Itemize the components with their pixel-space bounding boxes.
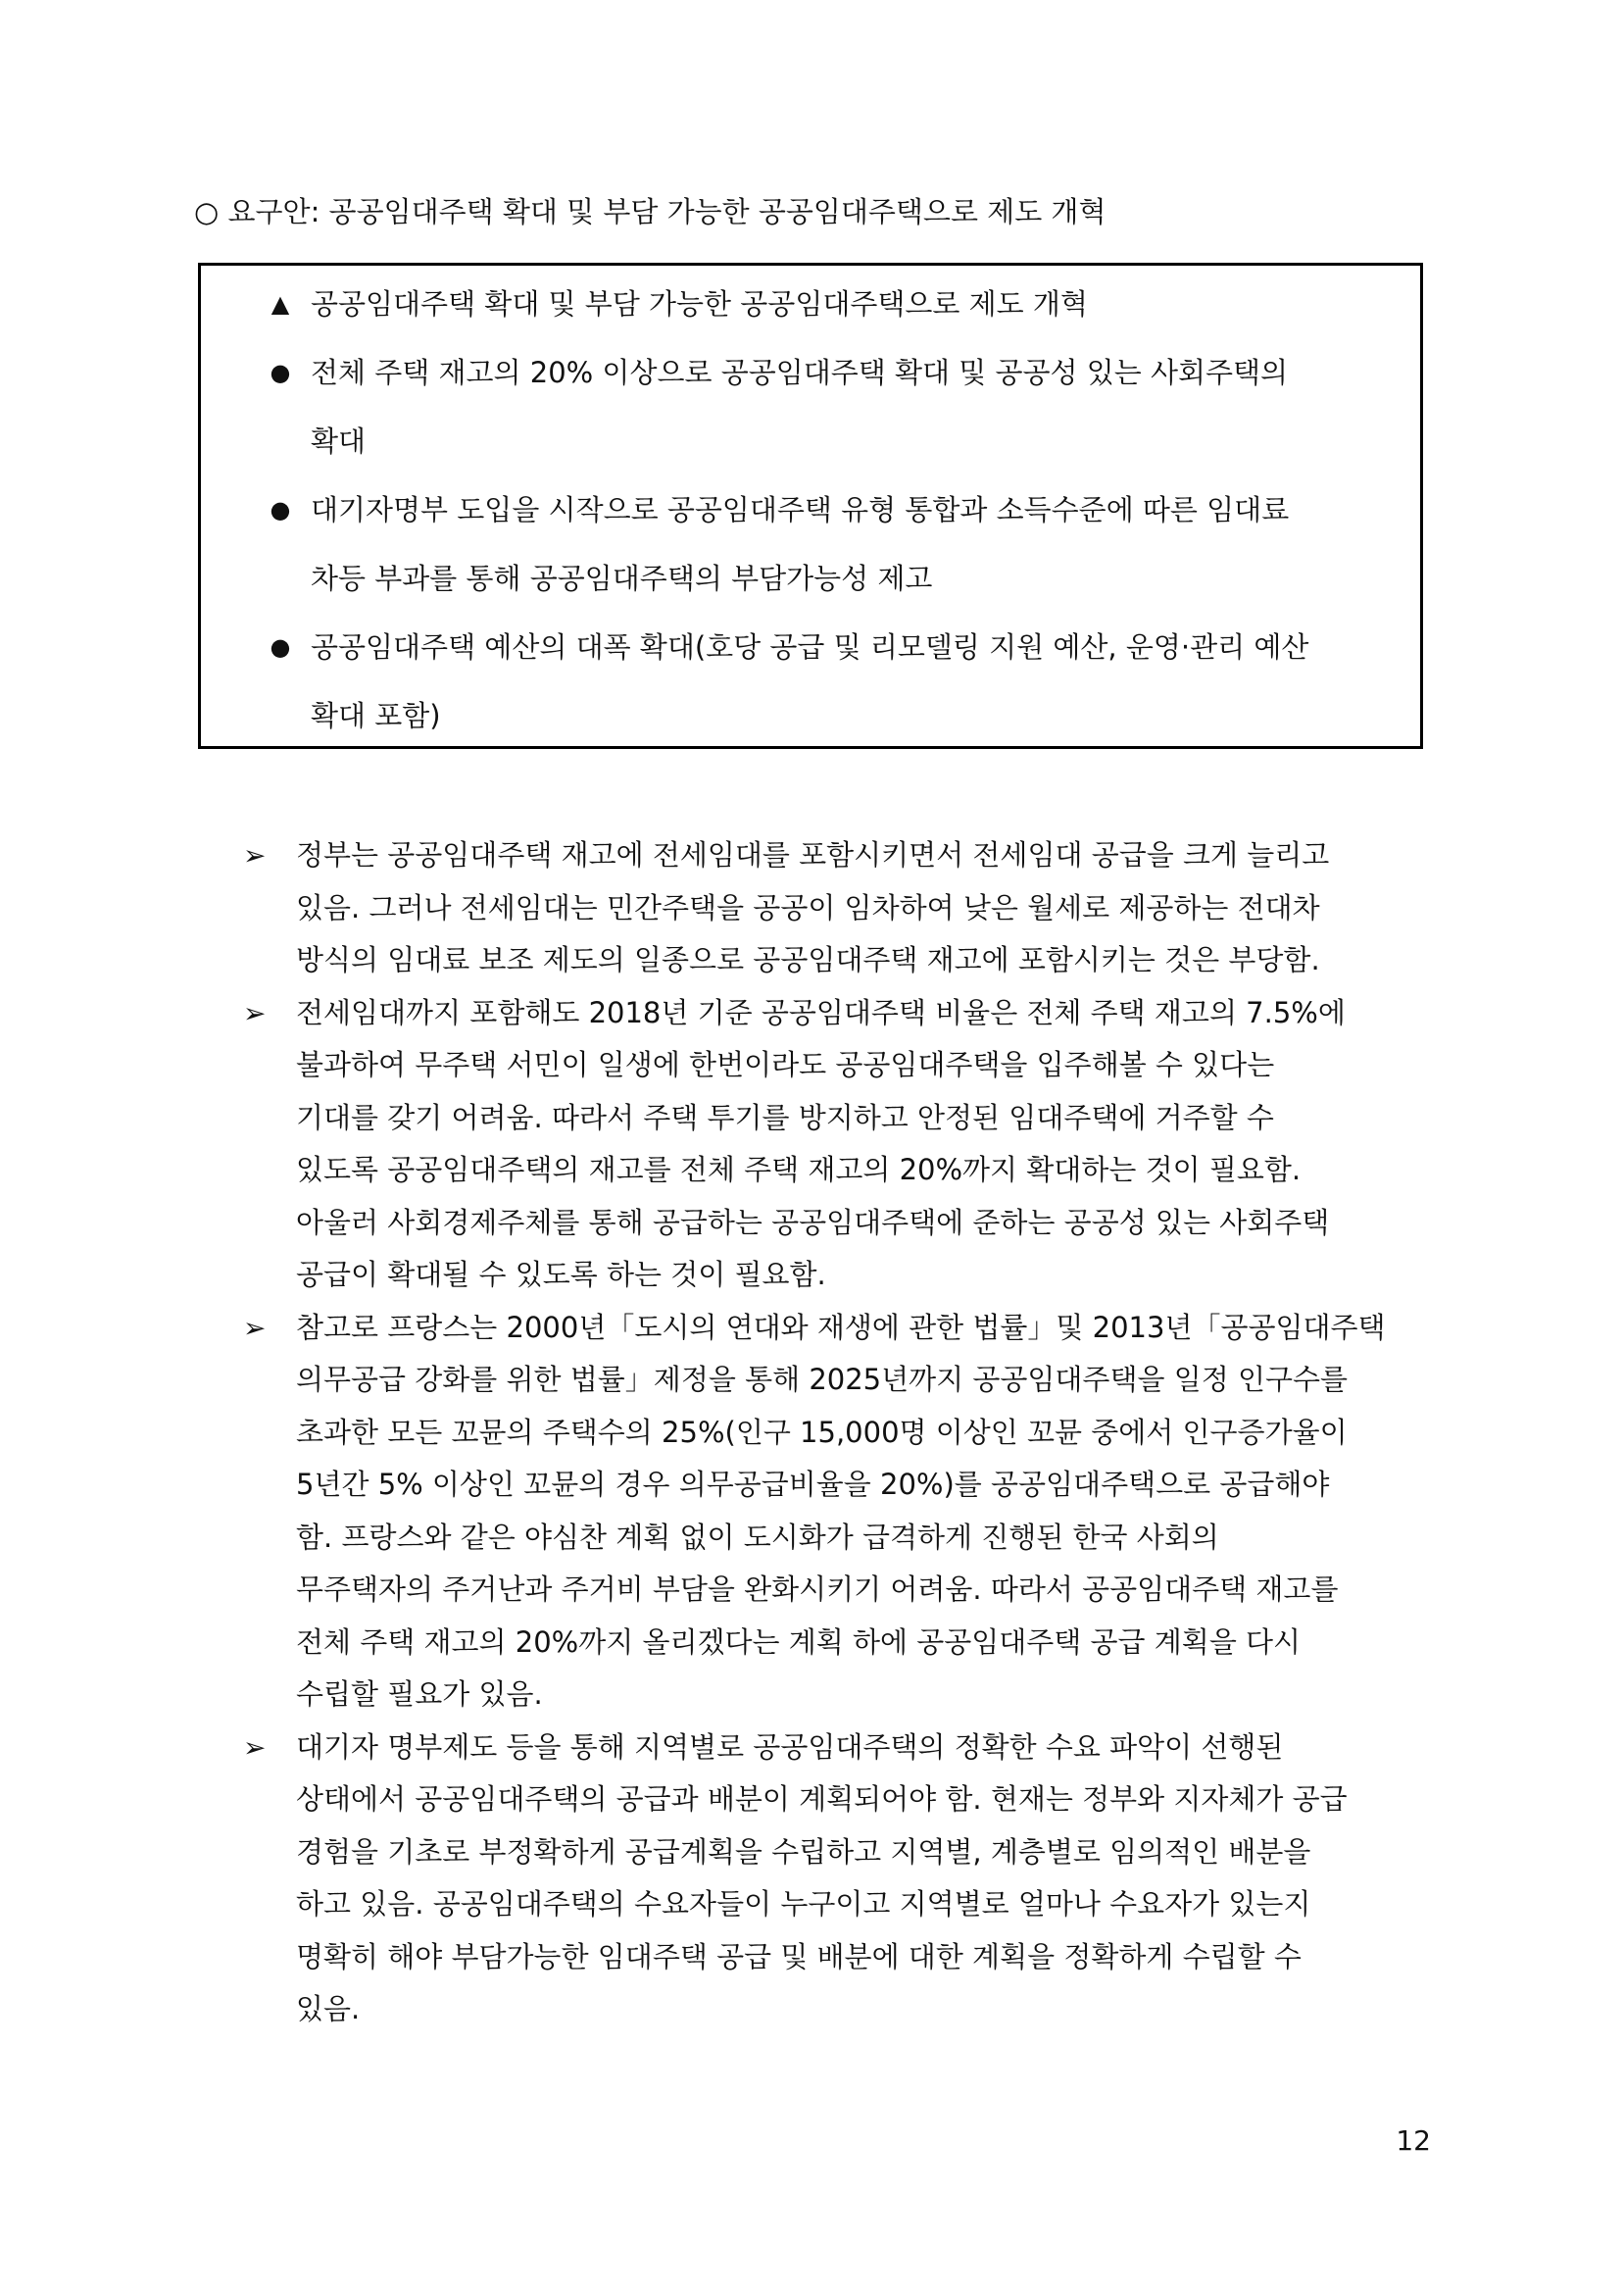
list-item [243,987,1449,1302]
paragraph-line: 전체 주택 재고의 20%까지 올리겠다는 계획 하에 공공임대주택 공급 계획을 다시 [296,1624,1302,1659]
arrow-bullet-icon: ➢ [243,996,267,1029]
arrow-bullet-icon: ➢ [243,1311,267,1344]
paragraph-line: 함. 프랑스와 같은 야심찬 계획 없이 도시화가 급격하게 진행된 한국 사회의 [296,1520,1219,1554]
page-number: 12 [1396,2124,1431,2157]
bullet-dot-marker: ● [270,359,291,386]
box-item-text: 확대 [311,424,367,458]
paragraph-line: 명확히 해야 부담가능한 임대주택 공급 및 배분에 대한 계획을 정확하게 수립할 수 [296,1939,1302,1973]
list-item [243,1302,1449,1722]
paragraph-line: 기대를 갖기 어려움. 따라서 주택 투기를 방지하고 안정된 임대주택에 거주할 수 [296,1100,1274,1134]
paragraph-line: 무주택자의 주거난과 주거비 부담을 완화시키기 어려움. 따라서 공공임대주택 재고를 [296,1572,1339,1606]
box-item-text: 대기자명부 도입을 시작으로 공공임대주택 유형 통합과 소득수준에 따른 임대료 [311,493,1290,526]
paragraph-line: 전세임대까지 포함해도 2018년 기준 공공임대주택 비율은 전체 주택 재고의 7.5%에 [296,995,1346,1029]
arrow-bullet-icon: ➢ [243,839,267,872]
paragraph-line: 상태에서 공공임대주택의 공급과 배분이 계획되어야 함. 현재는 정부와 지자체가 공급 [296,1782,1348,1816]
list-item [243,1722,1449,2036]
box-item-text: 확대 포함) [311,699,441,732]
box-item-text: 차등 부과를 통해 공공임대주택의 부담가능성 제고 [311,562,933,595]
paragraph-line: 수립할 필요가 있음. [296,1677,543,1711]
paragraph-line: 불과하여 무주택 서민이 일생에 한번이라도 공공임대주택을 입주해볼 수 있다는 [296,1048,1275,1081]
summary-box [198,263,1423,749]
demand-heading [194,188,1106,235]
paragraph-line: 의무공급 강화를 위한 법률」제정을 통해 2025년까지 공공임대주택을 일정 인구수를 [296,1363,1348,1396]
bullet-dot-marker: ● [270,496,291,524]
paragraph-line: 하고 있음. 공공임대주택의 수요자들이 누구이고 지역별로 얼마나 수요자가 있는지 [296,1887,1311,1921]
paragraph-line: 있음. 그러나 전세임대는 민간주택을 공공이 임차하여 낮은 월세로 제공하는 전대차 [296,890,1320,924]
box-item-text: 공공임대주택 예산의 대폭 확대(호당 공급 및 리모델링 지원 예산, 운영·관리 예산 [311,630,1309,664]
box-item-text: 전체 주택 재고의 20% 이상으로 공공임대주택 확대 및 공공성 있는 사회주택의 [311,356,1289,389]
demand-text: 요구안: 공공임대주택 확대 및 부담 가능한 공공임대주택으로 제도 개혁 [227,195,1107,228]
box-heading-text: 공공임대주택 확대 및 부담 가능한 공공임대주택으로 제도 개혁 [311,287,1088,321]
triangle-marker: ▲ [270,290,290,318]
paragraph-line: 정부는 공공임대주택 재고에 전세임대를 포함시키면서 전세임대 공급을 크게 늘리고 [296,838,1330,872]
paragraph-line: 방식의 임대료 보조 제도의 일종으로 공공임대주택 재고에 포함시키는 것은 부당함. [296,943,1320,976]
bullet-dot-marker: ● [270,633,291,661]
paragraph-line: 있음. [296,1992,361,2025]
paragraph-line: 있도록 공공임대주택의 재고를 전체 주택 재고의 20%까지 확대하는 것이 필요함. [296,1153,1302,1186]
paragraph-line: 5년간 5% 이상인 꼬뮨의 경우 의무공급비율을 20%)를 공공임대주택으로 공급해야 [296,1468,1330,1501]
paragraph-line: 대기자 명부제도 등을 통해 지역별로 공공임대주택의 정확한 수요 파악이 선행된 [296,1729,1284,1764]
paragraph-line: 공급이 확대될 수 있도록 하는 것이 필요함. [296,1258,826,1291]
paragraph-line: 경험을 기초로 부정확하게 공급계획을 수립하고 지역별, 계층별로 임의적인 배분을 [296,1834,1311,1869]
arrow-bullet-list [243,829,1449,2036]
paragraph-line: 참고로 프랑스는 2000년「도시의 연대와 재생에 관한 법률」및 2013년「공공임대주택 [296,1310,1386,1344]
paragraph-line: 아울러 사회경제주체를 통해 공급하는 공공임대주택에 준하는 공공성 있는 사회주택 [296,1205,1330,1239]
list-item [243,829,1449,987]
paragraph-line: 초과한 모든 꼬뮨의 주택수의 25%(인구 15,000명 이상인 꼬뮨 중에서 인구증가율이 [296,1415,1348,1449]
circle-marker: ○ [194,195,220,228]
arrow-bullet-icon: ➢ [243,1730,267,1764]
